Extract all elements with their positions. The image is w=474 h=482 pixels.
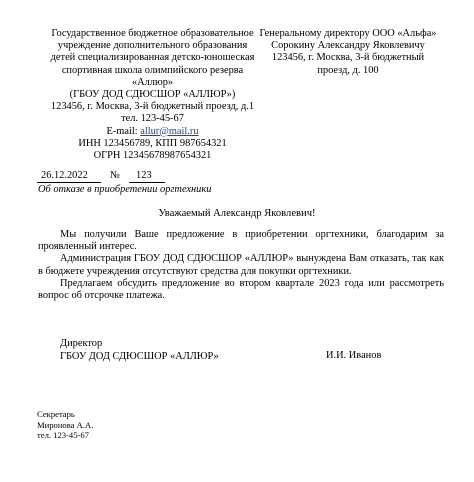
- number-underline: [129, 182, 165, 183]
- sender-line: Государственное бюджетное образовательное: [51, 28, 254, 39]
- registration-line: [37, 170, 237, 184]
- signatory-organization: ГБОУ ДОД СДЮСШОР «АЛЛЮР»: [60, 351, 219, 362]
- recipient-line: 123456, г. Москва, 3-й бюджетный: [271, 52, 425, 64]
- executor-block: [37, 409, 93, 441]
- sender-address: 123456, г. Москва, 3-й бюджетный проезд, д.1: [50, 101, 255, 113]
- signature-block: [60, 337, 219, 363]
- executor-name: Миронова А.А.: [37, 419, 94, 430]
- sender-email-line: [30, 126, 275, 138]
- email-label: E-mail:: [106, 125, 141, 137]
- letter-body: [38, 229, 444, 302]
- recipient-line: Генеральному директору ООО «Альфа»: [259, 28, 437, 39]
- signatory-position: Директор: [60, 338, 103, 349]
- sender-ogrn: ОГРН 12345678987654321: [93, 150, 212, 162]
- body-paragraph: Администрация ГБОУ ДОД СДЮСШОР «АЛЛЮР» вынуждена Вам отказать, так как в бюджете учреждения отсутствуют средства для покупки оргтехники.: [38, 253, 444, 277]
- sender-phone: тел. 123-45-67: [121, 113, 184, 125]
- body-paragraph: Предлагаем обсудить предложение во втором квартале 2023 года или рассмотреть вопрос об отсрочке платежа.: [38, 277, 444, 302]
- registration-date: 26.12.2022: [41, 170, 88, 181]
- recipient-block: [238, 28, 458, 77]
- recipient-line: Сорокину Александру Яковлевичу: [271, 40, 425, 52]
- executor-role: Секретарь: [37, 409, 75, 419]
- sender-line: (ГБОУ ДОД СДЮСШОР «АЛЛЮР»): [69, 89, 236, 101]
- body-paragraph: Мы получили Ваше предложение в приобретении оргтехники, благодарим за проявленный интерес.: [38, 229, 444, 253]
- number-sign: №: [110, 170, 120, 181]
- sender-line: детей специализированная детско-юношеская: [50, 52, 255, 64]
- email-link[interactable]: allur@mail.ru: [140, 125, 199, 137]
- date-underline: [37, 182, 101, 183]
- sender-line: учреждение дополнительного образования: [57, 40, 248, 52]
- sender-inn-kpp: ИНН 123456789, КПП 987654321: [78, 137, 227, 149]
- registration-number: 123: [136, 170, 152, 181]
- executor-phone: тел. 123-45-67: [37, 430, 89, 441]
- sender-line: «Аллюр»: [131, 76, 174, 88]
- signatory-name: И.И. Иванов: [326, 350, 382, 361]
- salutation: Уважаемый Александр Яковлевич!: [158, 208, 316, 219]
- letter-subject: Об отказе в приобретении оргтехники: [38, 184, 212, 195]
- recipient-line: проезд, д. 100: [317, 64, 379, 76]
- sender-line: спортивная школа олимпийского резерва: [61, 64, 244, 76]
